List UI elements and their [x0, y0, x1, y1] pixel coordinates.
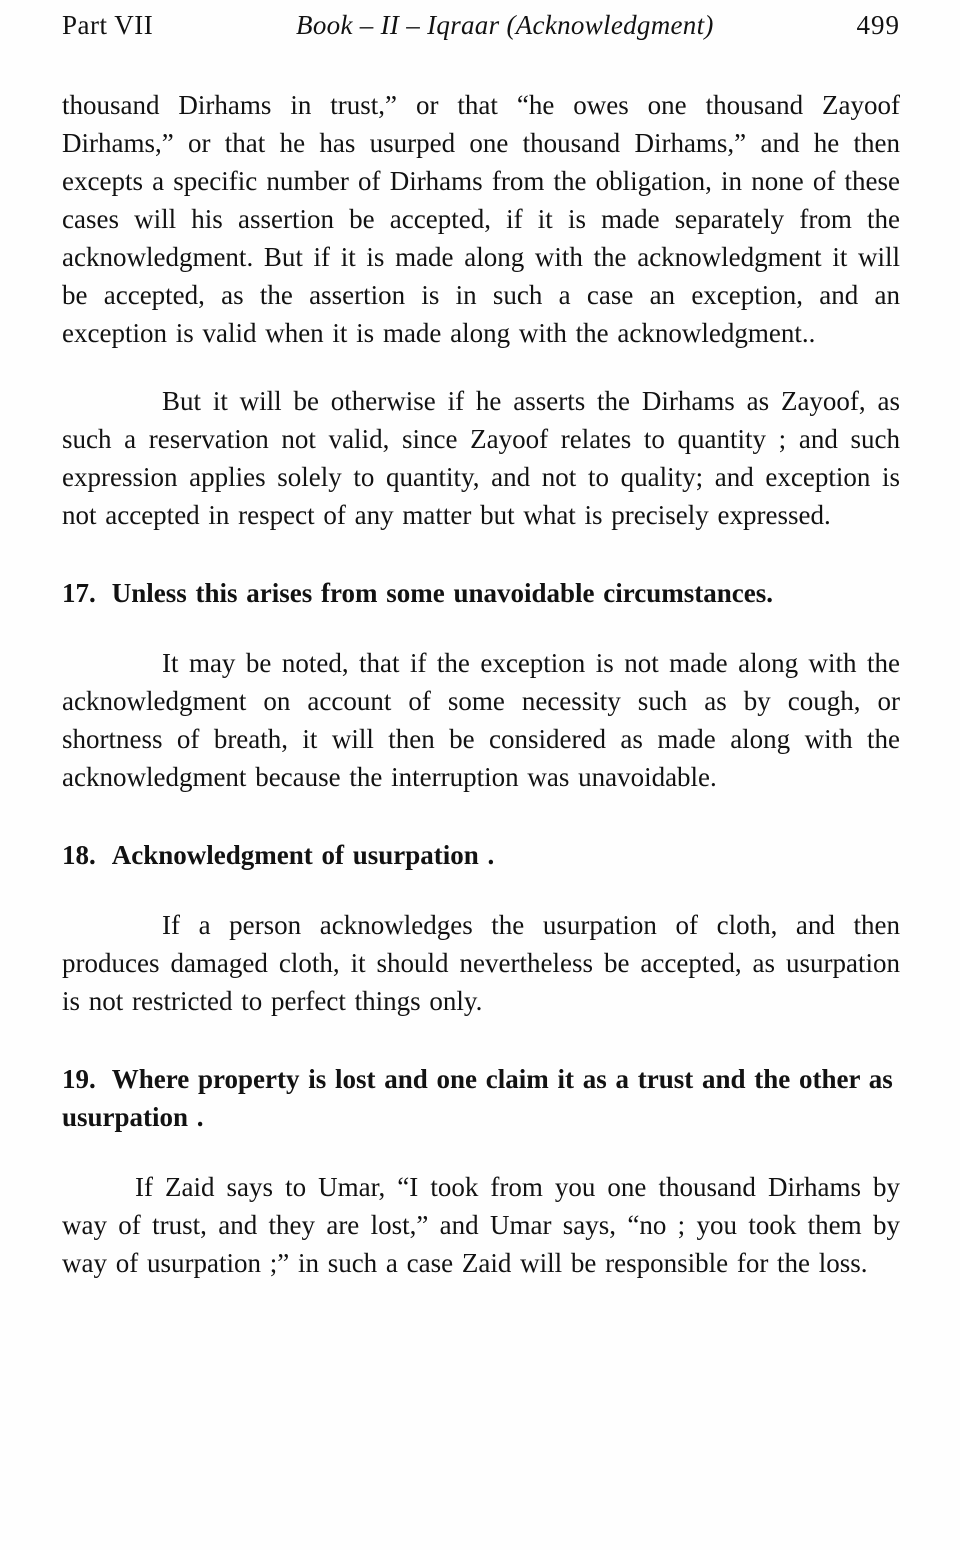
page-header [62, 8, 900, 42]
paragraph-section-18: If a person acknowledges the usurpation of cloth, and then produces damaged cloth, it should nevertheless be accepted, as usurpation is not restricted to perfect things only. [62, 910, 900, 1016]
section-heading-19 [62, 1060, 900, 1136]
paragraph-continuation: thousand Dirhams in trust,” or that “he owes one thousand Zayoof Dirhams,” or that he has usurped one thousand Dirhams,” and he then excepts a specific number of Dirhams from the obligation, in none of these cases will his assertion be accepted, if it is made separately from the acknowledgment. But if it is made along with the acknowledgment it will be accepted, as the assertion is in such a case an exception, and an exception is valid when it is made along with the acknowledgment.. [62, 90, 900, 348]
section-number-18: 18. [62, 840, 96, 870]
section-heading-17 [62, 574, 900, 612]
part-label: Part VII [62, 10, 154, 40]
section-number-17: 17. [62, 578, 96, 608]
section-number-19: 19. [62, 1064, 96, 1094]
paragraph-zayoof: But it will be otherwise if he asserts the Dirhams as Zayoof, as such a reservation not valid, since Zayoof relates to quantity ; and such expression applies solely to quantity, and not to quality; and exception is not accepted in respect of any matter but what is precisely expressed. [62, 386, 900, 530]
page-number: 499 [856, 10, 900, 40]
section-heading-18 [62, 836, 900, 874]
page-body [62, 86, 900, 1282]
book-title: Book – II – Iqraar (Acknowledgment) [296, 10, 714, 40]
paragraph-section-19: If Zaid says to Umar, “I took from you one thousand Dirhams by way of trust, and they are lost,” and Umar says, “no ; you took them by way of usurpation ;” in such a case Zaid will be responsible for the loss. [62, 1172, 900, 1278]
section-title-19: Where property is lost and one claim it as a trust and the other as usurpation . [62, 1064, 893, 1132]
section-title-18: Acknowledgment of usurpation . [111, 840, 495, 870]
section-title-17: Unless this arises from some unavoidable circumstances. [111, 578, 773, 608]
paragraph-section-17: It may be noted, that if the exception is not made along with the acknowledgment on account of some necessity such as by cough, or shortness of breath, it will then be considered as made along with the acknowledgment because the interruption was unavoidable. [62, 648, 900, 792]
